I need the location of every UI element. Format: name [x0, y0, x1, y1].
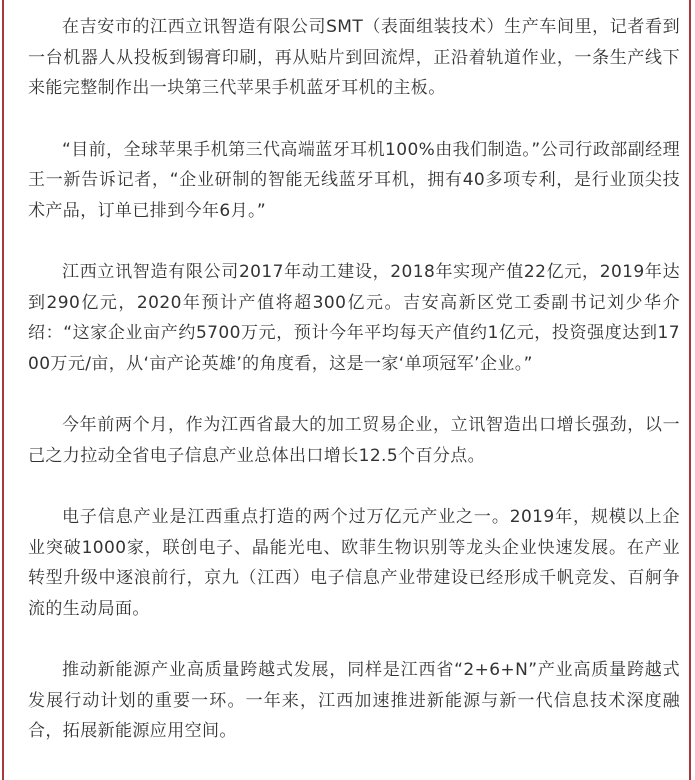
- article-paragraph-2: “目前，全球苹果手机第三代高端蓝牙耳机100%由我们制造。”公司行政部副经理王一新告诉记者，“企业研制的智能无线蓝牙耳机，拥有40多项专利，是行业顶尖技术产品，订单已排到今年6月。”: [28, 139, 680, 221]
- article-paragraph-6: 推动新能源产业高质量跨越式发展，同样是江西省“2+6+N”产业高质量跨越式发展行动计划的重要一环。一年来，江西加速推进新能源与新一代信息技术深度融合，拓展新能源应用空间。: [28, 660, 680, 741]
- article-paragraph-1: 在吉安市的江西立讯智造有限公司SMT（表面组装技术）生产车间里，记者看到一台机器人从投板到锡膏印刷，再从贴片到回流焊，正沿着轨道作业，一条生产线下来能完整制作出一块第三代苹果手机蓝牙耳机的主板。: [28, 17, 680, 98]
- article-frame: [2, 0, 691, 780]
- article-paragraph-3: 江西立讯智造有限公司2017年动工建设，2018年实现产值22亿元，2019年达到290亿元，2020年预计产值将超300亿元。吉安高新区党工委副书记刘少华介绍：“这家企业亩产约5700万元，预计今年平均每天产值约1亿元，投资强度达到1700万元/亩，从‘亩产论英雄’的角度看，这是一家‘单项冠军’企业。”: [28, 262, 680, 374]
- article-body: [28, 12, 680, 778]
- article-paragraph-4: 今年前两个月，作为江西省最大的加工贸易企业，立讯智造出口增长强劲，以一己之力拉动全省电子信息产业总体出口增长12.5个百分点。: [28, 415, 680, 466]
- article-paragraph-5: 电子信息产业是江西重点打造的两个过万亿元产业之一。2019年，规模以上企业突破1000家，联创电子、晶能光电、欧菲生物识别等龙头企业快速发展。在产业转型升级中逐浪前行，京九（江西）电子信息产业带建设已经形成千帆竞发、百舸争流的生动局面。: [28, 507, 680, 619]
